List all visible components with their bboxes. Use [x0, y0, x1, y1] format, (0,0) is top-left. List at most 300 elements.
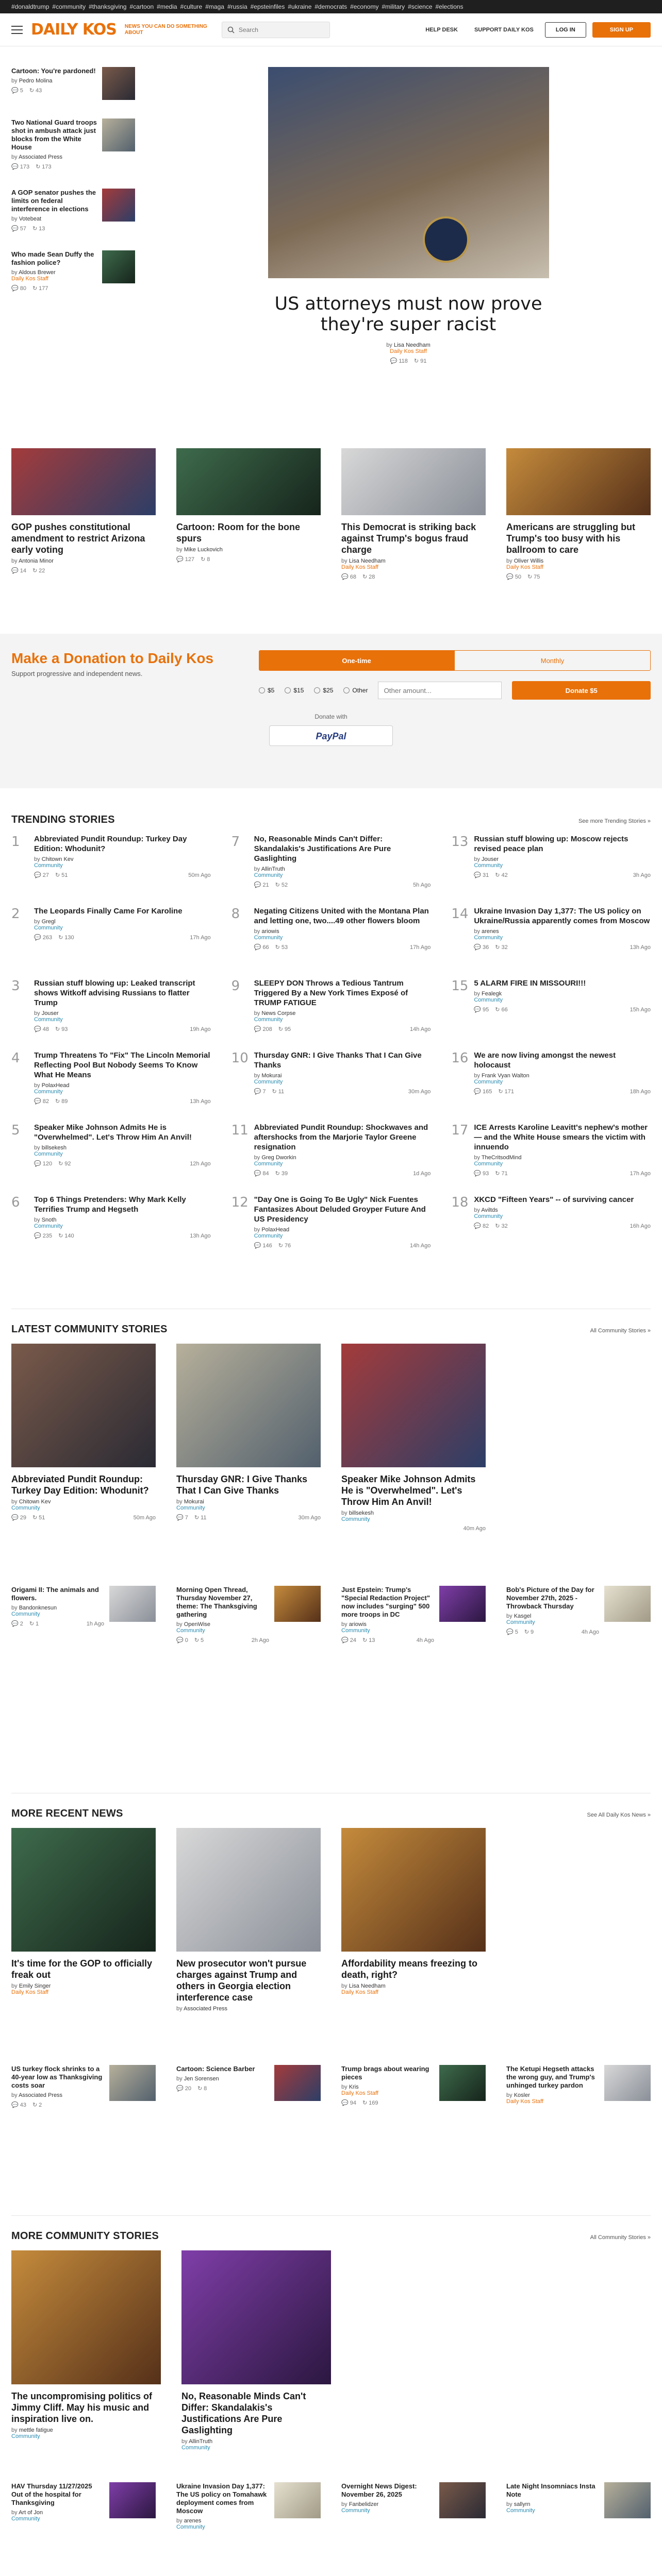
small-story-image[interactable]: [604, 2065, 651, 2101]
small-story[interactable]: [176, 2482, 321, 2576]
comment-icon[interactable]: 💬: [11, 285, 19, 292]
author-link[interactable]: Votebeat: [19, 216, 42, 222]
featured-title[interactable]: Americans are struggling but Trump's too busy with his ballroom to care: [506, 522, 636, 555]
story-card[interactable]: [11, 1828, 156, 2044]
donate-button[interactable]: Donate $5: [512, 681, 651, 700]
tag-link[interactable]: #thanksgiving: [89, 3, 127, 10]
tag-link[interactable]: #russia: [227, 3, 247, 10]
featured-image[interactable]: [506, 448, 651, 515]
trending-item[interactable]: [451, 978, 651, 1050]
site-tagline: NEWS YOU CAN DO SOMETHING ABOUT: [124, 23, 207, 36]
radio-icon[interactable]: [259, 687, 265, 693]
featured-title[interactable]: This Democrat is striking back against Trump's bogus fraud charge: [341, 522, 476, 555]
story-card[interactable]: [181, 2250, 331, 2467]
author-link[interactable]: Art of Jon: [19, 2510, 43, 2516]
share-count: 89: [61, 1098, 68, 1105]
trending-title[interactable]: Negating Citizens United with the Montana Plan and letting one, two....49 other flowers bloom: [254, 907, 429, 925]
search-input[interactable]: [239, 26, 321, 33]
side-story-title[interactable]: Who made Sean Duffy the fashion police?: [11, 250, 94, 266]
small-story-title[interactable]: Overnight News Digest: November 26, 2025: [341, 2482, 417, 2498]
share-icon[interactable]: ↻: [194, 1637, 200, 1643]
story-card[interactable]: [11, 1344, 156, 1560]
author-link[interactable]: Oliver Willis: [514, 558, 544, 564]
share-icon[interactable]: ↻: [495, 944, 500, 951]
author-link[interactable]: PolaxHead: [41, 1082, 70, 1089]
comment-icon[interactable]: 💬: [34, 872, 41, 878]
side-story[interactable]: [11, 250, 135, 292]
trending-item[interactable]: [11, 1050, 211, 1123]
share-icon[interactable]: ↻: [32, 1515, 38, 1521]
author-link[interactable]: Jouser: [41, 1010, 59, 1016]
story-meta: [341, 573, 486, 580]
author-link[interactable]: ariowis: [261, 928, 279, 935]
share-icon[interactable]: ↻: [32, 2102, 38, 2108]
tag-link[interactable]: #community: [52, 3, 86, 10]
trending-item[interactable]: [11, 978, 211, 1050]
story-title[interactable]: It's time for the GOP to officially freak out: [11, 1958, 152, 1980]
side-story-title[interactable]: Two National Guard troops shot in ambush attack just blocks from the White House: [11, 118, 97, 151]
tag-link[interactable]: #cartoon: [129, 3, 154, 10]
trending-item[interactable]: [11, 1123, 211, 1195]
share-icon[interactable]: ↻: [58, 1161, 63, 1167]
comment-icon[interactable]: 💬: [341, 2100, 349, 2106]
share-icon[interactable]: ↻: [32, 226, 38, 232]
radio-icon[interactable]: [285, 687, 291, 693]
story-title[interactable]: The uncompromising politics of Jimmy Cliff. May his music and inspiration live on.: [11, 2391, 153, 2424]
author-link[interactable]: Aldous Brewer: [19, 269, 56, 276]
author-link[interactable]: Jen Sorensen: [184, 2076, 219, 2082]
comment-icon[interactable]: 💬: [34, 1233, 41, 1239]
small-story[interactable]: [341, 2482, 486, 2576]
comment-icon[interactable]: 💬: [474, 1089, 482, 1095]
small-story-image[interactable]: [439, 2482, 486, 2518]
side-story-title[interactable]: Cartoon: You're pardoned!: [11, 67, 96, 75]
side-story[interactable]: [11, 67, 135, 100]
share-icon[interactable]: ↻: [362, 1637, 368, 1643]
trending-title[interactable]: XKCD "Fifteen Years" -- of surviving cancer: [474, 1195, 634, 1204]
story-image[interactable]: [341, 1828, 486, 1952]
trending-more-link[interactable]: See more Trending Stories »: [578, 818, 651, 824]
small-story[interactable]: [506, 1586, 651, 1643]
author-link[interactable]: Chitown Kev: [19, 1499, 51, 1505]
trending-title[interactable]: Abbreviated Pundit Roundup: Turkey Day Edition: Whodunit?: [34, 835, 187, 853]
latest-more-link[interactable]: All Community Stories »: [590, 1328, 651, 1334]
trending-title[interactable]: "Day One is Going To Be Ugly" Nick Fuentes Fantasizes About Deluded Groyper Future And US Presidency: [254, 1195, 426, 1224]
byline: by Art of Jon: [11, 2510, 43, 2516]
trending-title[interactable]: No, Reasonable Minds Can't Differ: Skandalakis's Justifications Are Pure Gaslighting: [254, 835, 391, 863]
story-image[interactable]: [11, 1344, 156, 1467]
author-link[interactable]: Pedro Molina: [19, 78, 53, 84]
featured-title[interactable]: GOP pushes constitutional amendment to restrict Arizona early voting: [11, 522, 145, 555]
trending-title[interactable]: Russian stuff blowing up: Moscow rejects revised peace plan: [474, 835, 628, 853]
author-link[interactable]: Antonia Minor: [19, 558, 54, 564]
small-story-image[interactable]: [439, 2065, 486, 2101]
story-image[interactable]: [176, 1828, 321, 1952]
trending-title[interactable]: ICE Arrests Karoline Leavitt's nephew's mother — and the White House smears the victim with innuendo: [474, 1123, 648, 1151]
paypal-button[interactable]: PayPal: [269, 725, 393, 746]
one-time-tab[interactable]: One-time: [259, 650, 454, 671]
comment-icon[interactable]: 💬: [34, 1098, 41, 1105]
story-title[interactable]: Affordability means freezing to death, right?: [341, 1958, 478, 1980]
small-story[interactable]: [11, 2482, 156, 2576]
trending-title[interactable]: Top 6 Things Pretenders: Why Mark Kelly Terrifies Trump and Hegseth: [34, 1195, 186, 1214]
story-title[interactable]: Thursday GNR: I Give Thanks That I Can Give Thanks: [176, 1474, 308, 1496]
trending-title[interactable]: Abbreviated Pundit Roundup: Shockwaves and aftershocks from the Marjorie Taylor Greene resignation: [254, 1123, 428, 1151]
share-icon[interactable]: ↻: [413, 358, 419, 364]
small-story[interactable]: [176, 2065, 321, 2108]
comment-icon[interactable]: 💬: [254, 882, 261, 888]
story-card[interactable]: [341, 1828, 486, 2044]
share-icon[interactable]: ↻: [55, 1098, 60, 1105]
small-story-image[interactable]: [274, 1586, 321, 1622]
small-story-title[interactable]: HAV Thursday 11/27/2025 Out of the hospital for Thanksgiving: [11, 2482, 92, 2506]
share-icon[interactable]: ↻: [275, 1171, 280, 1177]
author-link[interactable]: News Corpse: [261, 1010, 296, 1016]
site-logo[interactable]: DAILY KOS: [31, 21, 117, 39]
byline: by Kris: [341, 2084, 359, 2090]
trending-item[interactable]: [451, 1123, 651, 1195]
author-link[interactable]: Fealegk: [482, 991, 502, 997]
author-link[interactable]: arenes: [184, 2518, 202, 2524]
story-image[interactable]: [11, 1828, 156, 1952]
tag-link[interactable]: #economy: [350, 3, 379, 10]
story-title[interactable]: Abbreviated Pundit Roundup: Turkey Day Edition: Whodunit?: [11, 1474, 149, 1496]
author-link[interactable]: OpenWise: [184, 1621, 211, 1628]
story-title[interactable]: Speaker Mike Johnson Admits He is "Overwhelmed". Let's Throw Him An Anvil!: [341, 1474, 476, 1507]
author-link[interactable]: Aviltds: [481, 1207, 498, 1213]
story-meta: [254, 882, 431, 888]
trending-item[interactable]: [231, 906, 431, 978]
small-story-title[interactable]: Ukraine Invasion Day 1,377: The US policy on Tomahawk deployment comes from Moscow: [176, 2482, 267, 2515]
comment-icon[interactable]: 💬: [474, 1171, 482, 1177]
share-icon[interactable]: ↻: [32, 285, 38, 292]
side-story-image[interactable]: [102, 118, 135, 151]
featured-card[interactable]: [341, 448, 486, 623]
small-story-title[interactable]: Late Night Insomniacs Insta Note: [506, 2482, 595, 2498]
help-desk-link[interactable]: HELP DESK: [425, 26, 458, 33]
comment-icon[interactable]: 💬: [254, 1171, 261, 1177]
small-story-image[interactable]: [274, 2065, 321, 2101]
share-icon[interactable]: ↻: [197, 2086, 203, 2092]
comment-icon[interactable]: 💬: [11, 2102, 19, 2108]
share-icon[interactable]: ↻: [275, 944, 280, 951]
story-card[interactable]: [341, 1344, 486, 1560]
trending-item[interactable]: [451, 1050, 651, 1123]
tag-link[interactable]: #epsteinfiles: [250, 3, 285, 10]
side-story-image[interactable]: [102, 250, 135, 283]
share-icon[interactable]: ↻: [201, 556, 206, 563]
byline: by Oliver Willis: [506, 558, 544, 564]
comment-icon[interactable]: 💬: [254, 944, 261, 951]
author-link[interactable]: Jouser: [482, 856, 499, 862]
community-more-link[interactable]: All Community Stories »: [590, 2234, 651, 2241]
trending-item[interactable]: [451, 834, 651, 906]
byline: by Kasgel: [506, 1613, 532, 1619]
story-title[interactable]: No, Reasonable Minds Can't Differ: Skandalakis's Justifications Are Pure Gaslighting: [181, 2391, 306, 2435]
small-story-image[interactable]: [439, 1586, 486, 1622]
side-story[interactable]: [11, 118, 135, 170]
featured-image[interactable]: [176, 448, 321, 515]
author-link[interactable]: mettle fatigue: [19, 2427, 53, 2433]
trending-item[interactable]: [11, 906, 211, 978]
monthly-tab[interactable]: Monthly: [454, 650, 651, 671]
search-box[interactable]: [222, 22, 330, 38]
share-icon[interactable]: ↻: [194, 1515, 200, 1521]
share-count: 171: [504, 1088, 514, 1095]
small-story-image[interactable]: [109, 1586, 156, 1622]
comment-icon[interactable]: 💬: [474, 872, 482, 878]
tag-link[interactable]: #elections: [435, 3, 464, 10]
author-link[interactable]: sallyrn: [514, 2501, 531, 2507]
comment-icon[interactable]: 💬: [176, 556, 184, 563]
share-icon[interactable]: ↻: [32, 568, 38, 574]
menu-icon[interactable]: [11, 26, 23, 34]
amount-option[interactable]: $25: [314, 687, 333, 694]
trending-title[interactable]: Speaker Mike Johnson Admits He is "Overwhelmed". Let's Throw Him An Anvil!: [34, 1123, 192, 1142]
small-story-title[interactable]: Morning Open Thread, Thursday November 27, theme: The Thanksgiving gathering: [176, 1586, 257, 1618]
trending-item[interactable]: [231, 834, 431, 906]
hero-image[interactable]: [268, 67, 549, 278]
author-link[interactable]: billsekesh: [349, 1510, 374, 1516]
featured-card[interactable]: [176, 448, 321, 623]
author-link[interactable]: Gregl: [41, 919, 56, 925]
timestamp: 5h Ago: [413, 882, 431, 888]
trending-title[interactable]: We are now living amongst the newest holocaust: [474, 1051, 616, 1070]
share-icon[interactable]: ↻: [527, 574, 533, 580]
small-story-image[interactable]: [109, 2482, 156, 2518]
share-icon[interactable]: ↻: [362, 2100, 368, 2106]
share-icon[interactable]: ↻: [272, 1089, 277, 1095]
author-link[interactable]: ariowis: [349, 1621, 367, 1628]
trending-item[interactable]: [11, 834, 211, 906]
trending-item[interactable]: [11, 1195, 211, 1267]
author-link[interactable]: arenes: [482, 928, 499, 935]
other-amount-input[interactable]: [378, 682, 502, 699]
share-icon[interactable]: ↻: [29, 88, 35, 94]
trending-item[interactable]: [451, 906, 651, 978]
trending-item[interactable]: [451, 1195, 651, 1267]
support-link[interactable]: SUPPORT DAILY KOS: [474, 26, 534, 33]
tag-link[interactable]: #science: [408, 3, 433, 10]
story-card[interactable]: [11, 2250, 161, 2467]
share-icon[interactable]: ↻: [55, 872, 60, 878]
comment-icon[interactable]: 💬: [506, 1629, 514, 1635]
comment-icon[interactable]: 💬: [176, 1515, 184, 1521]
author-link[interactable]: Associated Press: [19, 154, 63, 160]
author-link[interactable]: billsekesh: [41, 1145, 67, 1151]
tag-link[interactable]: #culture: [180, 3, 203, 10]
author-link[interactable]: Mike Luckovich: [184, 547, 223, 553]
story-meta: [34, 1160, 211, 1167]
author-link[interactable]: Associated Press: [184, 2006, 228, 2012]
trending-title[interactable]: 5 ALARM FIRE IN MISSOURI!!!: [474, 979, 586, 988]
comment-icon[interactable]: 💬: [176, 2086, 184, 2092]
comment-icon[interactable]: 💬: [341, 574, 349, 580]
author-link[interactable]: Emily Singer: [19, 1983, 51, 1989]
tag-link[interactable]: #donaldtrump: [11, 3, 49, 10]
small-story-image[interactable]: [604, 1586, 651, 1622]
share-icon[interactable]: ↻: [55, 1026, 60, 1032]
side-story-image[interactable]: [102, 189, 135, 222]
comment-count: 14: [20, 567, 26, 574]
byline: by Mokurai: [254, 1073, 282, 1079]
tag-link[interactable]: #media: [157, 3, 177, 10]
comment-icon[interactable]: 💬: [11, 1621, 19, 1627]
side-story-image[interactable]: [102, 67, 135, 100]
author-link[interactable]: Kris: [349, 2084, 359, 2090]
side-story[interactable]: [11, 189, 135, 232]
hero-title[interactable]: US attorneys must now prove they're super racist: [274, 294, 542, 335]
comment-icon[interactable]: 💬: [474, 944, 482, 951]
author-link[interactable]: TheCritsodMind: [481, 1155, 522, 1161]
trending-item[interactable]: [231, 1050, 431, 1123]
author-link[interactable]: AllinTruth: [189, 2438, 213, 2445]
share-icon[interactable]: ↻: [498, 1089, 503, 1095]
comment-icon[interactable]: 💬: [11, 226, 19, 232]
comment-icon[interactable]: 💬: [34, 935, 41, 941]
small-story-title[interactable]: The Ketupi Hegseth attacks the wrong guy, and Trump's unhinged turkey pardon: [506, 2065, 595, 2089]
author-link[interactable]: Greg Dworkin: [261, 1155, 296, 1161]
author-link[interactable]: Mokurai: [261, 1073, 282, 1079]
amount-option[interactable]: $15: [285, 687, 304, 694]
author-link[interactable]: Fanbelidzer: [349, 2501, 379, 2507]
share-icon[interactable]: ↻: [29, 1621, 35, 1627]
story-meta: [254, 1170, 431, 1177]
trending-item[interactable]: [231, 978, 431, 1050]
author-link[interactable]: Snoth: [41, 1217, 57, 1223]
share-icon[interactable]: ↻: [278, 1026, 283, 1032]
author-link[interactable]: Lisa Needham: [349, 1983, 386, 1989]
trending-title[interactable]: Ukraine Invasion Day 1,377: The US policy on Ukraine/Russia apparently comes from Moscow: [474, 907, 650, 925]
comment-icon[interactable]: 💬: [254, 1026, 261, 1032]
comment-icon[interactable]: 💬: [390, 358, 398, 364]
tag-link[interactable]: #ukraine: [288, 3, 312, 10]
comment-icon[interactable]: 💬: [474, 1223, 482, 1229]
author-link[interactable]: Kasgel: [514, 1613, 532, 1619]
author-link[interactable]: Kosler: [514, 2092, 530, 2098]
comment-icon[interactable]: 💬: [176, 1637, 184, 1643]
author-link[interactable]: Associated Press: [19, 2092, 63, 2098]
amount-option[interactable]: $5: [259, 687, 274, 694]
trending-title[interactable]: Trump Threatens To "Fix" The Lincoln Memorial Reflecting Pool But Nobody Seems To Know What He Means: [34, 1051, 210, 1079]
comment-icon[interactable]: 💬: [11, 88, 19, 94]
comment-icon[interactable]: 💬: [341, 1637, 349, 1643]
small-story-title[interactable]: Cartoon: Science Barber: [176, 2065, 255, 2073]
story-image[interactable]: [341, 1344, 486, 1467]
small-story[interactable]: [506, 2482, 651, 2576]
trending-item[interactable]: [231, 1195, 431, 1267]
signup-button[interactable]: SIGN UP: [592, 22, 651, 38]
small-story[interactable]: [11, 1586, 156, 1643]
story-image[interactable]: [176, 1344, 321, 1467]
story-card[interactable]: [176, 1344, 321, 1560]
featured-image[interactable]: [341, 448, 486, 515]
comment-count: 31: [483, 872, 489, 878]
trending-title[interactable]: The Leopards Finally Came For Karoline: [34, 907, 183, 916]
share-icon[interactable]: ↻: [495, 1007, 500, 1013]
story-image[interactable]: [11, 2250, 161, 2384]
author-link[interactable]: PolaxHead: [261, 1227, 290, 1233]
share-icon[interactable]: ↻: [58, 1233, 63, 1239]
share-count: 8: [207, 556, 210, 563]
small-story[interactable]: [341, 2065, 486, 2108]
comment-icon[interactable]: 💬: [11, 568, 19, 574]
trending-title[interactable]: Thursday GNR: I Give Thanks That I Can Give Thanks: [254, 1051, 422, 1070]
share-icon[interactable]: ↻: [275, 882, 280, 888]
small-story[interactable]: [11, 2065, 156, 2108]
amount-option[interactable]: Other: [343, 687, 368, 694]
author-link[interactable]: Bandonknesun: [19, 1605, 57, 1611]
story-title[interactable]: New prosecutor won't pursue charges against Trump and others in Georgia election interference case: [176, 1958, 307, 2003]
recent-more-link[interactable]: See All Daily Kos News »: [587, 1812, 651, 1818]
comment-icon[interactable]: 💬: [11, 1515, 19, 1521]
share-icon[interactable]: ↻: [524, 1629, 529, 1635]
share-icon[interactable]: ↻: [495, 872, 500, 878]
featured-image[interactable]: [11, 448, 156, 515]
comment-icon[interactable]: 💬: [474, 1007, 482, 1013]
share-icon[interactable]: ↻: [36, 164, 41, 170]
small-story-title[interactable]: Trump brags about wearing pieces: [341, 2065, 429, 2081]
radio-icon[interactable]: [314, 687, 320, 693]
small-story-image[interactable]: [274, 2482, 321, 2518]
comment-icon[interactable]: 💬: [34, 1026, 41, 1032]
author-tag: Community: [11, 2433, 40, 2439]
comment-count: 82: [483, 1223, 489, 1229]
comment-icon[interactable]: 💬: [254, 1089, 261, 1095]
tag-link[interactable]: #democrats: [315, 3, 347, 10]
small-story[interactable]: [506, 2065, 651, 2108]
share-icon[interactable]: ↻: [278, 1243, 283, 1249]
story-card[interactable]: [176, 1828, 321, 2044]
featured-card[interactable]: [506, 448, 651, 623]
trending-title[interactable]: SLEEPY DON Throws a Tedious Tantrum Triggered By a New York Times Exposé of TRUMP FATIGUE: [254, 979, 408, 1007]
trending-item[interactable]: [231, 1123, 431, 1195]
share-icon[interactable]: ↻: [495, 1223, 500, 1229]
story-image[interactable]: [181, 2250, 331, 2384]
side-story-title[interactable]: A GOP senator pushes the limits on federal interference in elections: [11, 189, 96, 213]
author-link[interactable]: Lisa Needham: [349, 558, 386, 564]
radio-icon[interactable]: [343, 687, 350, 693]
small-story-title[interactable]: Bob's Picture of the Day for November 27th, 2025 - Throwback Thursday: [506, 1586, 594, 1610]
comment-icon[interactable]: 💬: [34, 1161, 41, 1167]
author-link[interactable]: AllinTruth: [261, 866, 285, 872]
small-story[interactable]: [176, 1586, 321, 1643]
author-link[interactable]: Chitown Kev: [41, 856, 74, 862]
hero-story[interactable]: [166, 67, 651, 448]
trending-title[interactable]: Russian stuff blowing up: Leaked transcript shows Witkoff advising Russians to flatter Trump: [34, 979, 195, 1007]
comment-icon[interactable]: 💬: [254, 1243, 261, 1249]
comment-icon[interactable]: 💬: [506, 574, 514, 580]
login-button[interactable]: LOG IN: [545, 22, 586, 38]
author-link[interactable]: Frank Vyan Walton: [482, 1073, 529, 1079]
author-link[interactable]: Mokurai: [184, 1499, 204, 1505]
featured-title[interactable]: Cartoon: Room for the bone spurs: [176, 522, 300, 544]
author-tag: Daily Kos Staff: [341, 564, 378, 570]
tag-link[interactable]: #maga: [205, 3, 224, 10]
tag-link[interactable]: #military: [382, 3, 405, 10]
small-story-title[interactable]: Origami II: The animals and flowers.: [11, 1586, 99, 1602]
share-icon[interactable]: ↻: [495, 1171, 500, 1177]
featured-card[interactable]: [11, 448, 156, 623]
comment-icon[interactable]: 💬: [11, 164, 19, 170]
share-icon[interactable]: ↻: [58, 935, 63, 941]
small-story-image[interactable]: [604, 2482, 651, 2518]
small-story-title[interactable]: Just Epstein: Trump's "Special Redaction Project" now includes "surging" 500 more troops in DC: [341, 1586, 430, 1618]
small-story[interactable]: [341, 1586, 486, 1643]
small-story-title[interactable]: US turkey flock shrinks to a 40-year low as Thanksgiving costs soar: [11, 2065, 103, 2089]
small-story-image[interactable]: [109, 2065, 156, 2101]
share-icon[interactable]: ↻: [362, 574, 368, 580]
